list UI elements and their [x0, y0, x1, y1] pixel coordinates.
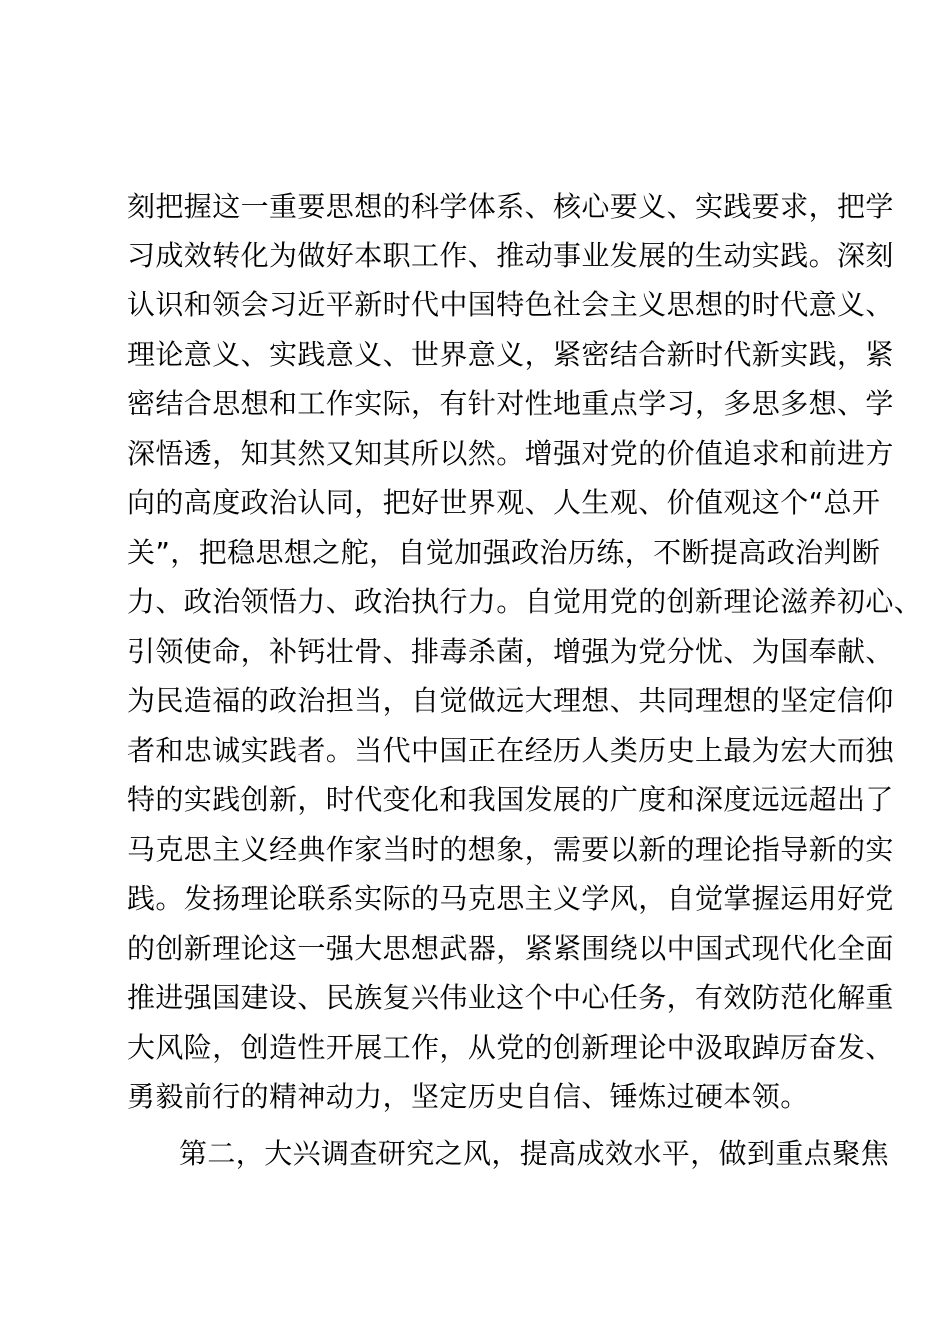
text-line: 向的高度政治认同，把好世界观、人生观、价值观这个“总开: [127, 486, 881, 519]
text-line: 关”，把稳思想之舵，自觉加强政治历练，不断提高政治判断: [127, 536, 881, 569]
text-line: 深悟透，知其然又知其所以然。增强对党的价值追求和前进方: [127, 437, 894, 470]
text-line: 马克思主义经典作家当时的想象，需要以新的理论指导新的实: [127, 833, 894, 866]
text-line: 者和忠诚实践者。当代中国正在经历人类历史上最为宏大而独: [127, 734, 894, 767]
text-line: 为民造福的政治担当，自觉做远大理想、共同理想的坚定信仰: [127, 684, 894, 717]
text-line: 密结合思想和工作实际，有针对性地重点学习，多思多想、学: [127, 387, 894, 420]
text-line: 推进强国建设、民族复兴伟业这个中心任务，有效防范化解重: [127, 981, 894, 1014]
text-line: 认识和领会习近平新时代中国特色社会主义思想的时代意义、: [127, 288, 894, 321]
text-line: 理论意义、实践意义、世界意义，紧密结合新时代新实践，紧: [127, 338, 894, 371]
text-line: 践。发扬理论联系实际的马克思主义学风，自觉掌握运用好党: [127, 882, 894, 915]
text-line: 引领使命，补钙壮骨、排毒杀菌，增强为党分忧、为国奉献、: [127, 635, 894, 668]
text-line: 习成效转化为做好本职工作、推动事业发展的生动实践。深刻: [127, 239, 894, 272]
text-line: 勇毅前行的精神动力，坚定历史自信、锤炼过硬本领。: [127, 1080, 809, 1113]
text-line: 力、政治领悟力、政治执行力。自觉用党的创新理论滋养初心、: [127, 585, 923, 618]
text-line: 大风险，创造性开展工作，从党的创新理论中汲取踔厉奋发、: [127, 1031, 894, 1064]
text-line: 刻把握这一重要思想的科学体系、核心要义、实践要求，把学: [127, 190, 894, 223]
text-line: 的创新理论这一强大思想武器，紧紧围绕以中国式现代化全面: [127, 932, 894, 965]
paragraph-start-line: 第二，大兴调查研究之风，提高成效水平，做到重点聚焦: [179, 1137, 890, 1170]
text-line: 特的实践创新，时代变化和我国发展的广度和深度远远超出了: [127, 783, 894, 816]
